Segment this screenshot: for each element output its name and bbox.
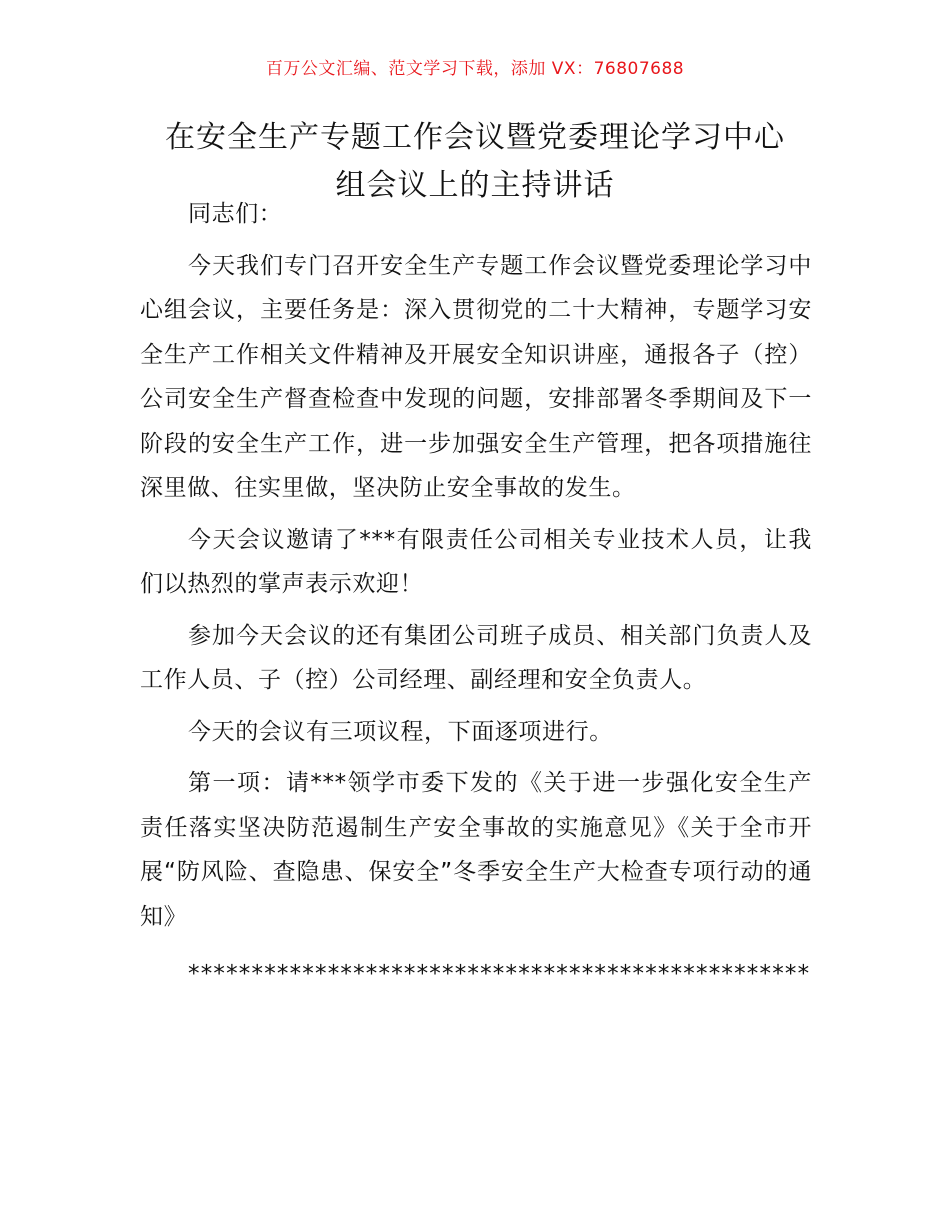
salutation: 同志们：: [188, 201, 283, 227]
document-body: [140, 192, 812, 1004]
promo-banner: 百万公文汇编、范文学习下载，添加 VX：76807688: [265, 59, 685, 79]
title-line-1: 在安全生产专题工作会议暨党委理论学习中心: [165, 120, 785, 155]
paragraph-attendees: 参加今天会议的还有集团公司班子成员、相关部门负责人及工作人员、子（控）公司经理、副经理和安全负责人。: [140, 622, 812, 693]
redacted-placeholder: *************************************************: [188, 961, 811, 987]
paragraph-invited-guests: 今天会议邀请了***有限责任公司相关专业技术人员，让我们以热烈的掌声表示欢迎！: [140, 526, 812, 597]
paragraph-agenda-intro: 今天的会议有三项议程，下面逐项进行。: [188, 718, 613, 745]
paragraph-agenda-item-1: 第一项：请***领学市委下发的《关于进一步强化安全生产责任落实坚决防范遏制生产安全事故的实施意见》《关于全市开展“防风险、查隐患、保安全”冬季安全生产大检查专项行动的通知》: [140, 770, 812, 930]
paragraph-meeting-purpose: 今天我们专门召开安全生产专题工作会议暨党委理论学习中心组会议，主要任务是：深入贯彻党的二十大精神，专题学习安全生产工作相关文件精神及开展安全知识讲座，通报各子（控）公司安全生产督查检查中发现的问题，安排部署冬季期间及下一阶段的安全生产工作，进一步加强安全生产管理，把各项措施往深里做、往实里做，坚决防止安全事故的发生。: [140, 252, 812, 501]
title-line-2: 组会议上的主持讲话: [335, 168, 615, 203]
